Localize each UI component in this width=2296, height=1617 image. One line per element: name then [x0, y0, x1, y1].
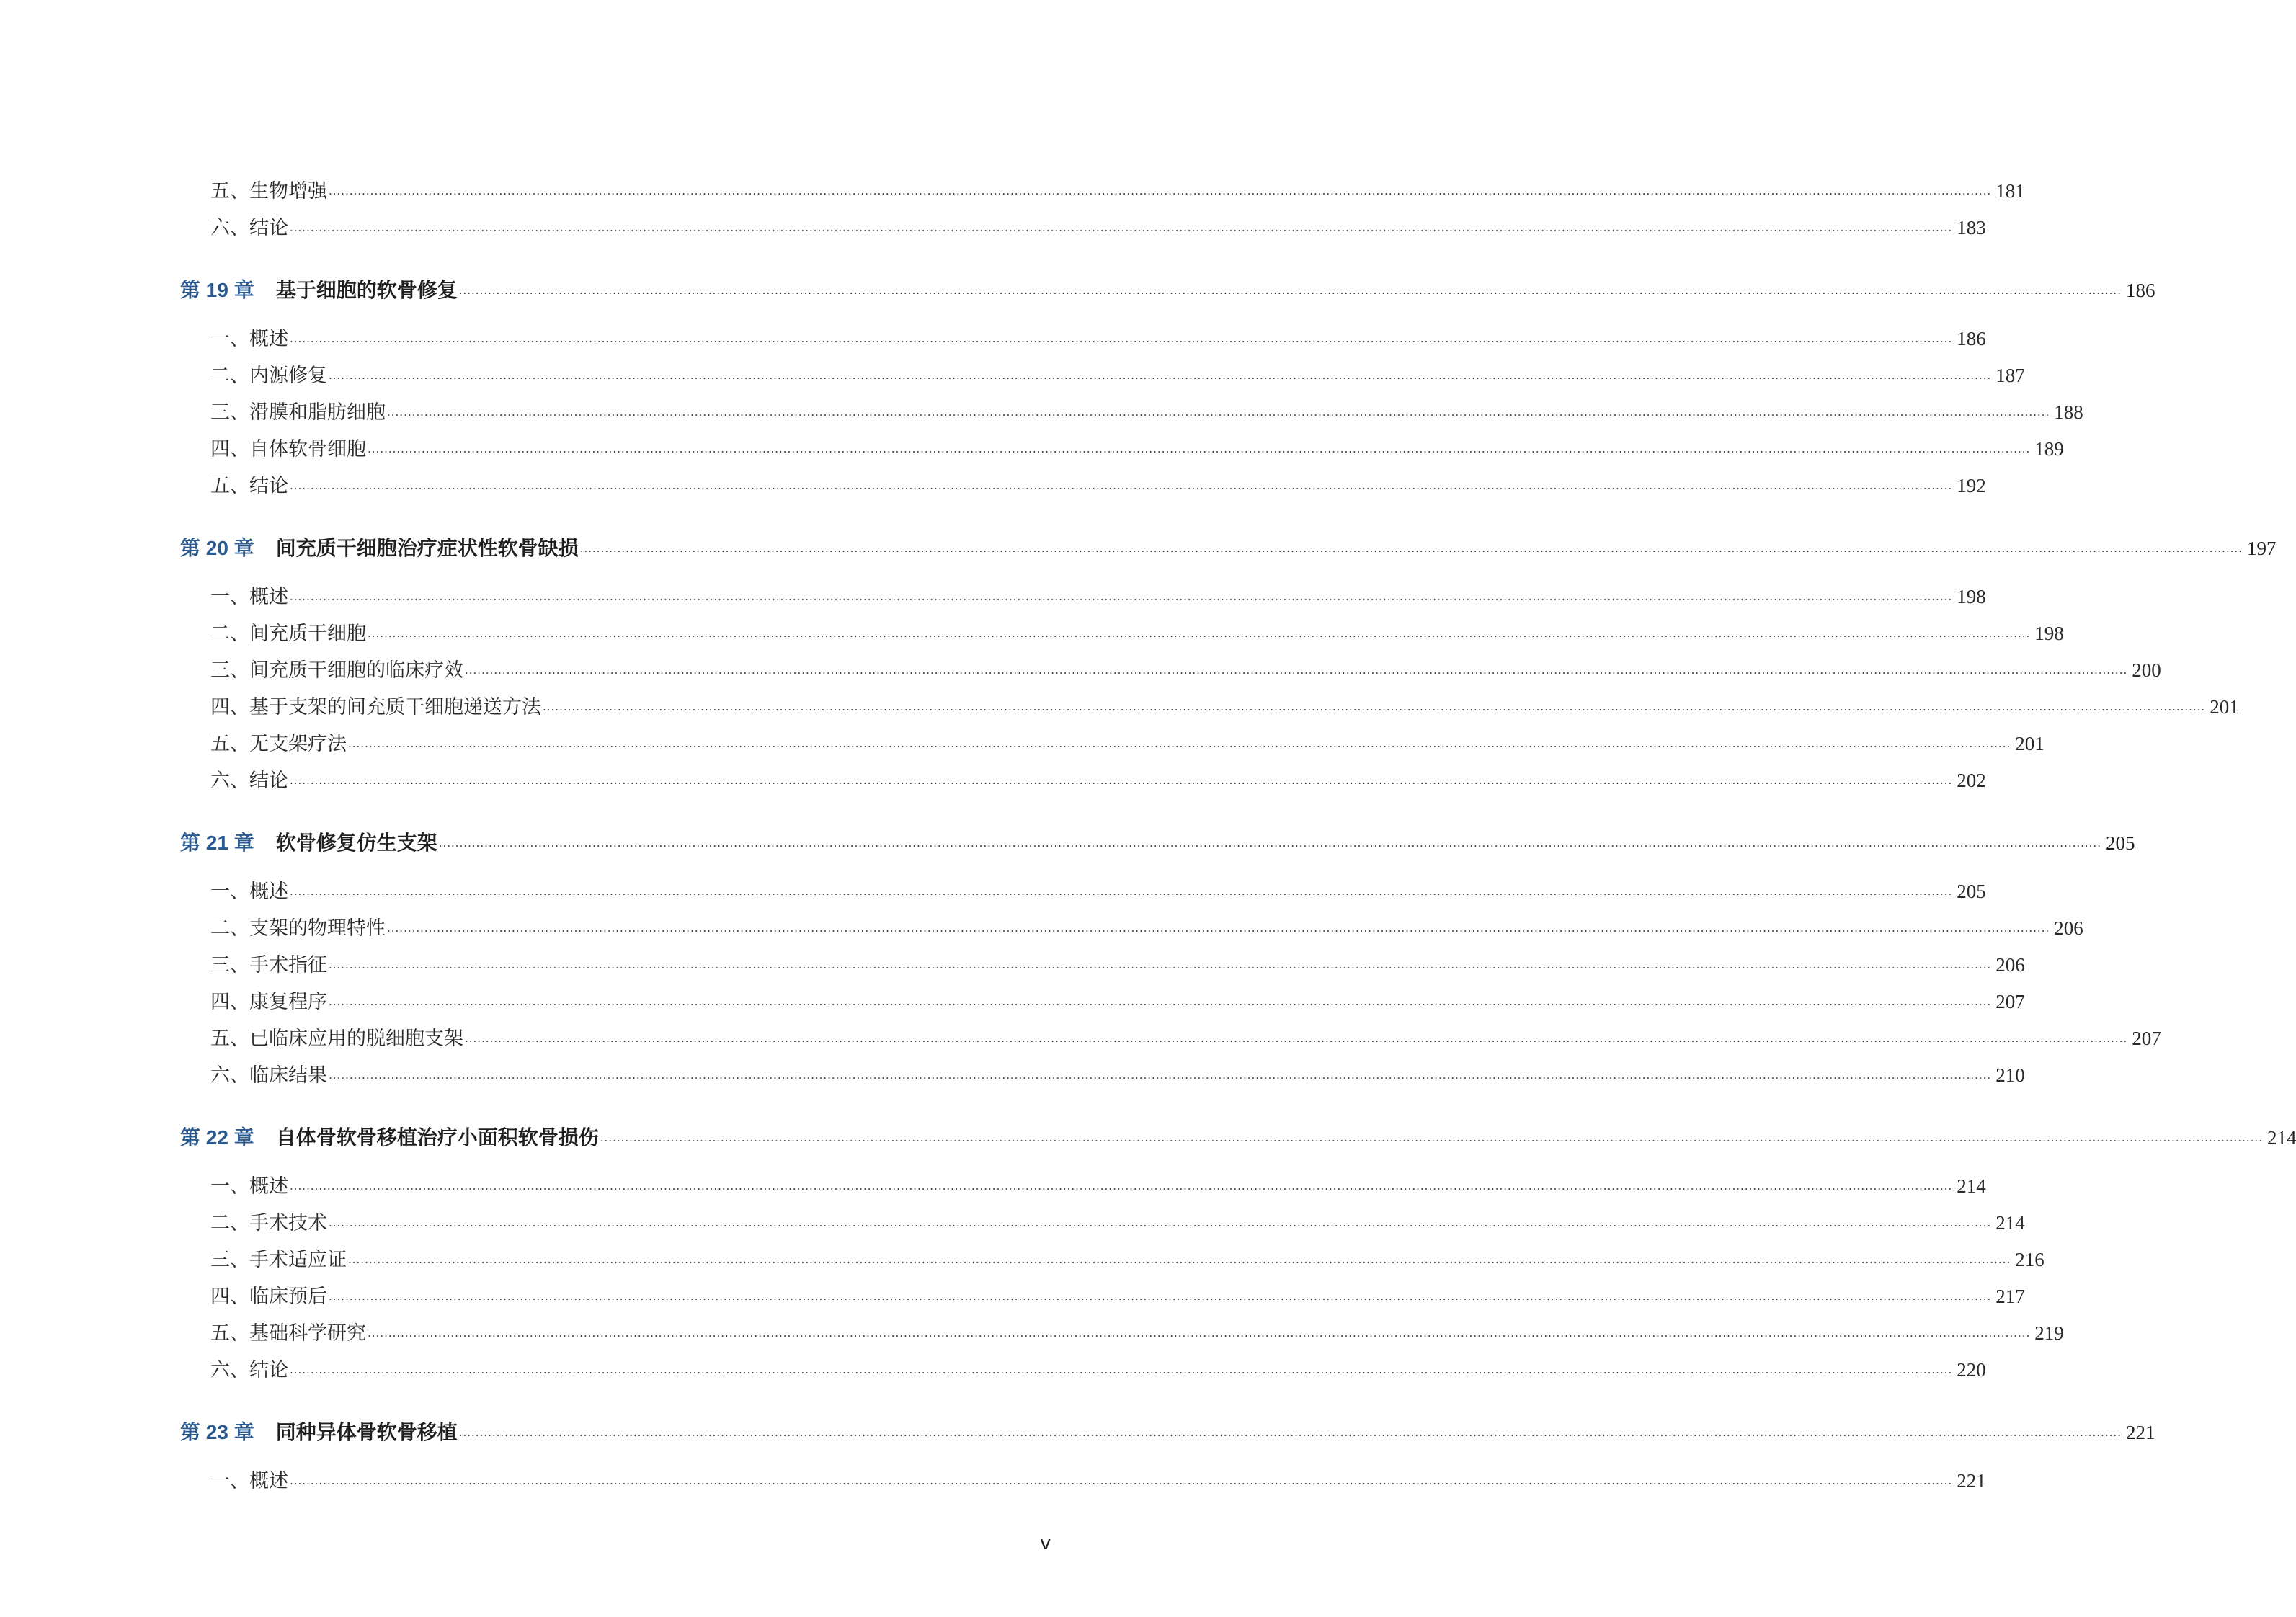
section-title: 三、手术适应证 — [210, 1249, 347, 1271]
toc-section-entry[interactable] — [180, 691, 2239, 719]
toc-section-entry[interactable] — [180, 175, 2025, 203]
dot-leader: ················································································································································································································································································································································································································ — [329, 187, 1992, 200]
toc-section-entry[interactable] — [180, 360, 2025, 388]
section-title: 五、结论 — [210, 475, 288, 497]
page-ref: 197 — [2246, 538, 2277, 559]
chapter-name: 自体骨软骨移植治疗小面积软骨损伤 — [275, 1126, 599, 1149]
page-number: v — [1040, 1533, 1051, 1554]
dot-leader: ················································································································································································································································································································································································································ — [368, 445, 2031, 458]
dot-leader: ················································································································································································································································································································································································································ — [329, 961, 1992, 974]
toc-section-entry[interactable] — [180, 912, 2083, 940]
page-ref: 186 — [1957, 328, 1986, 349]
toc-section-entry[interactable] — [180, 876, 1986, 904]
dot-leader: ················································································································································································································································································································································································································ — [290, 1182, 1953, 1195]
dot-leader: ················································································································································································································································································································································································································ — [465, 1035, 2128, 1048]
page-ref: 221 — [2125, 1422, 2155, 1443]
page-ref: 187 — [1995, 365, 2025, 386]
page-ref: 201 — [2015, 733, 2044, 754]
chapter-name: 基于细胞的软骨修复 — [275, 278, 458, 302]
toc-section-entry[interactable] — [180, 1465, 1986, 1493]
section-title: 一、概述 — [210, 1470, 288, 1492]
page-ref: 207 — [1995, 991, 2025, 1012]
page-ref: 186 — [2125, 280, 2155, 301]
chapter-number: 第 22 章 — [180, 1126, 254, 1149]
chapter-number: 第 21 章 — [180, 832, 254, 854]
page-ref: 201 — [2210, 696, 2239, 718]
chapter-name: 间充质干细胞治疗症状性软骨缺损 — [275, 536, 579, 560]
toc-section-entry[interactable] — [180, 728, 2044, 756]
page-ref: 214 — [1957, 1175, 1986, 1197]
toc-section-entry[interactable] — [180, 654, 2161, 682]
chapter-name: 同种异体骨软骨移植 — [275, 1420, 458, 1444]
chapter-title — [180, 275, 458, 303]
dot-leader: ················································································································································································································································································································································································································ — [290, 482, 1953, 495]
toc-section-entry[interactable] — [180, 1059, 2025, 1087]
section-title: 六、结论 — [210, 1359, 288, 1381]
page-ref: 205 — [2105, 832, 2135, 854]
page-ref: 198 — [2034, 623, 2064, 644]
page-ref: 216 — [2015, 1249, 2044, 1270]
page-ref: 181 — [1995, 180, 2025, 202]
dot-leader: ················································································································································································································································································································································································································ — [290, 777, 1953, 790]
page-ref: 198 — [1957, 586, 1986, 607]
toc-section-entry[interactable] — [180, 581, 1986, 609]
page-ref: 214 — [1995, 1212, 2025, 1234]
section-title: 四、自体软骨细胞 — [210, 438, 366, 460]
toc-section-entry[interactable] — [180, 470, 1986, 498]
chapter-number: 第 20 章 — [180, 537, 254, 559]
dot-leader: ················································································································································································································································································································································································································ — [348, 1256, 2011, 1269]
toc-section-entry[interactable] — [180, 396, 2083, 424]
section-title: 一、概述 — [210, 586, 288, 608]
dot-leader: ················································································································································································································································································································································································································ — [329, 1072, 1992, 1084]
chapter-number: 第 19 章 — [180, 279, 254, 301]
section-title: 四、基于支架的间充质干细胞递送方法 — [210, 696, 541, 718]
dot-leader: ················································································································································································································································································································································································································ — [579, 545, 2243, 558]
toc-section-entry[interactable] — [180, 986, 2025, 1014]
page-ref: 202 — [1957, 770, 1986, 791]
section-title: 二、手术技术 — [210, 1212, 327, 1234]
toc-section-entry[interactable] — [180, 1207, 2025, 1235]
section-title: 六、临床结果 — [210, 1064, 327, 1087]
page-ref: 205 — [1957, 881, 1986, 902]
section-title: 二、间充质干细胞 — [210, 623, 366, 645]
toc-section-entry[interactable] — [180, 323, 1986, 351]
section-title: 五、已临床应用的脱细胞支架 — [210, 1028, 463, 1050]
toc-chapter-entry[interactable] — [180, 827, 2135, 856]
toc-section-entry[interactable] — [180, 1280, 2025, 1309]
toc-section-entry[interactable] — [180, 618, 2064, 646]
toc-section-entry[interactable] — [180, 212, 1986, 240]
toc-section-entry[interactable] — [180, 1317, 2064, 1345]
dot-leader: ················································································································································································································································································································································································································ — [438, 839, 2101, 852]
section-title: 六、结论 — [210, 217, 288, 239]
section-title: 三、滑膜和脂肪细胞 — [210, 401, 386, 424]
dot-leader: ················································································································································································································································································································································································································ — [290, 1477, 1953, 1490]
dot-leader: ················································································································································································································································································································································································································ — [329, 1219, 1992, 1232]
chapter-number: 第 23 章 — [180, 1421, 254, 1443]
toc-section-entry[interactable] — [180, 1170, 1986, 1198]
page-ref: 206 — [2054, 917, 2083, 939]
dot-leader: ················································································································································································································································································································································································································ — [458, 287, 2122, 300]
toc-section-entry[interactable] — [180, 1244, 2044, 1272]
dot-leader: ················································································································································································································································································································································································································ — [290, 593, 1953, 606]
dot-leader: ················································································································································································································································································································································································································ — [458, 1429, 2122, 1442]
chapter-title — [180, 533, 579, 561]
section-title: 四、康复程序 — [210, 991, 327, 1013]
toc-chapter-entry[interactable] — [180, 1122, 2296, 1151]
page-ref: 220 — [1957, 1359, 1986, 1381]
page-ref: 214 — [2266, 1127, 2296, 1149]
dot-leader: ················································································································································································································································································································································································································ — [290, 224, 1953, 237]
dot-leader: ················································································································································································································································································································································································································ — [387, 409, 2050, 422]
chapter-title — [180, 1417, 458, 1446]
section-title: 六、结论 — [210, 770, 288, 792]
section-title: 一、概述 — [210, 881, 288, 903]
dot-leader: ················································································································································································································································································································································································································ — [387, 925, 2050, 937]
page-ref: 189 — [2034, 438, 2064, 460]
toc-section-entry[interactable] — [180, 949, 2025, 977]
page-ref: 206 — [1995, 954, 2025, 976]
toc-chapter-entry[interactable] — [180, 1417, 2155, 1446]
section-title: 五、无支架疗法 — [210, 733, 347, 755]
dot-leader: ················································································································································································································································································································································································································ — [290, 1366, 1953, 1379]
dot-leader: ················································································································································································································································································································································································································ — [329, 1293, 1992, 1306]
toc-section-entry[interactable] — [180, 1354, 1986, 1382]
dot-leader: ················································································································································································································································································································································································································ — [600, 1134, 2263, 1147]
section-title: 五、基础科学研究 — [210, 1322, 366, 1345]
dot-leader: ················································································································································································································································································································································································································ — [543, 703, 2206, 716]
toc-section-entry[interactable] — [180, 1023, 2161, 1051]
chapter-title — [180, 1122, 599, 1151]
section-title: 三、间充质干细胞的临床疗效 — [210, 659, 463, 682]
dot-leader: ················································································································································································································································································································································································································ — [290, 888, 1953, 901]
page-ref: 183 — [1957, 217, 1986, 239]
toc-chapter-entry[interactable] — [180, 275, 2155, 303]
section-title: 一、概述 — [210, 328, 288, 350]
section-title: 二、支架的物理特性 — [210, 917, 386, 940]
page-ref: 210 — [1995, 1064, 2025, 1086]
page-ref: 188 — [2054, 401, 2083, 423]
dot-leader: ················································································································································································································································································································································································································ — [368, 1329, 2031, 1342]
dot-leader: ················································································································································································································································································································································································································ — [368, 630, 2031, 643]
dot-leader: ················································································································································································································································································································································································································ — [465, 667, 2128, 680]
chapter-name: 软骨修复仿生支架 — [275, 831, 437, 855]
section-title: 三、手术指征 — [210, 954, 327, 976]
dot-leader: ················································································································································································································································································································································································································ — [329, 372, 1992, 385]
section-title: 一、概述 — [210, 1175, 288, 1198]
section-title: 二、内源修复 — [210, 365, 327, 387]
page-ref: 200 — [2132, 659, 2161, 681]
page-ref: 219 — [2034, 1322, 2064, 1344]
chapter-title — [180, 827, 437, 856]
dot-leader: ················································································································································································································································································································································································································ — [329, 998, 1992, 1011]
dot-leader: ················································································································································································································································································································································································································ — [290, 335, 1953, 348]
toc-section-entry[interactable] — [180, 765, 1986, 793]
toc-section-entry[interactable] — [180, 433, 2064, 461]
page-ref: 217 — [1995, 1286, 2025, 1307]
dot-leader: ················································································································································································································································································································································································································ — [348, 740, 2011, 753]
page-ref: 207 — [2132, 1028, 2161, 1049]
page-ref: 221 — [1957, 1470, 1986, 1492]
toc-chapter-entry[interactable] — [180, 533, 2277, 561]
page-ref: 192 — [1957, 475, 1986, 496]
section-title: 五、生物增强 — [210, 180, 327, 202]
section-title: 四、临床预后 — [210, 1286, 327, 1308]
